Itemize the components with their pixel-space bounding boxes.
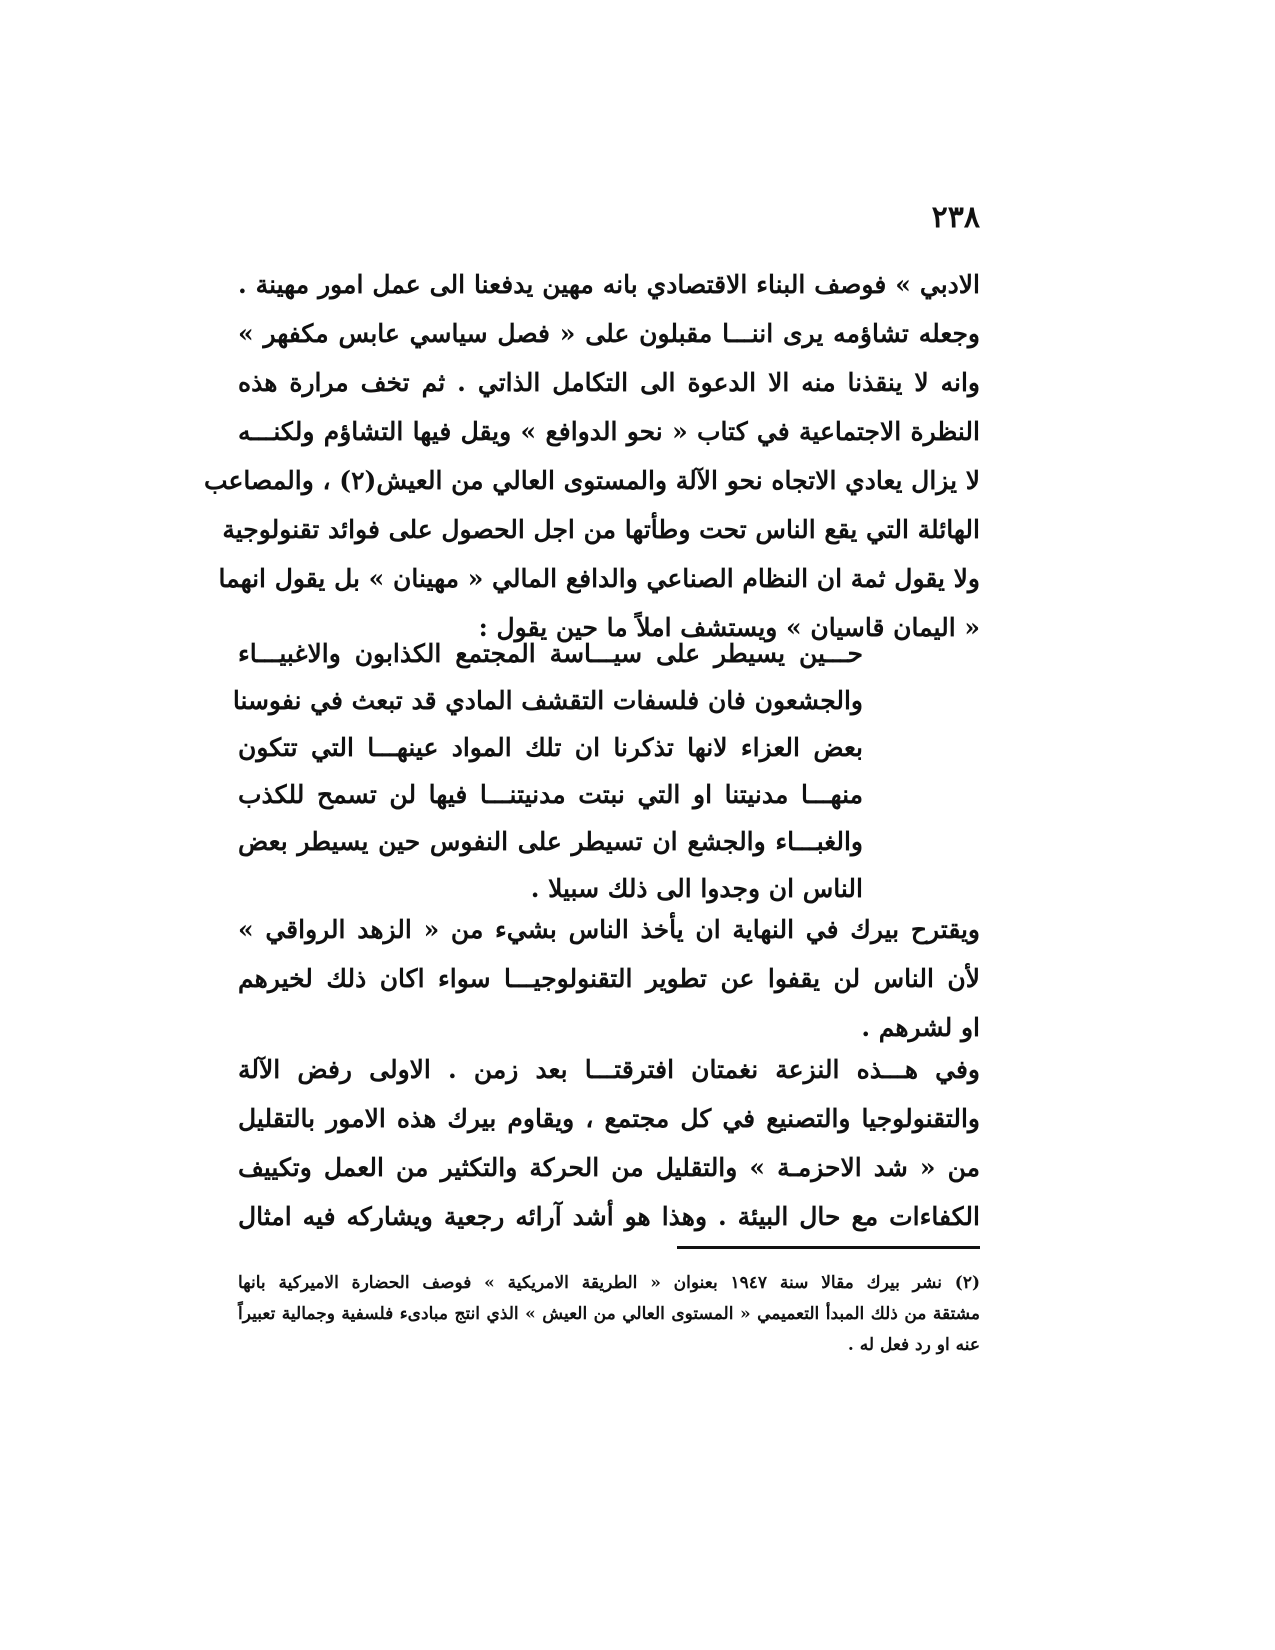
- text-line: الادبي » فوصف البناء الاقتصادي بانه مهين يدفعنا الى عمل امور مهينة .: [238, 270, 980, 299]
- text-line: وفي هـــذه النزعة نغمتان افترقتـــا بعد زمن . الاولى رفض الآلة: [238, 1055, 980, 1084]
- footnote: [238, 1268, 980, 1361]
- text-line: النظرة الاجتماعية في كتاب « نحو الدوافع » ويقل فيها التشاؤم ولكنـــه: [238, 417, 980, 446]
- text-line: او لشرهم .: [861, 1013, 980, 1042]
- text-line: الهائلة التي يقع الناس تحت وطأتها من اجل الحصول على فوائد تقنولوجية: [222, 515, 980, 544]
- paragraph-3: [238, 1045, 980, 1241]
- text-line: « اليمان قاسيان » ويستشف املاً ما حين يقول :: [478, 613, 980, 642]
- quote-line: بعض العزاء لانها تذكرنا ان تلك المواد عينهـــا التي تتكون: [238, 733, 863, 762]
- block-quote: [232, 630, 863, 912]
- quote-line: الناس ان وجدوا الى ذلك سبيلا .: [530, 874, 863, 903]
- footnote-line: (٢) نشر بيرك مقالا سنة ١٩٤٧ بعنوان « الطريقة الامريكية » فوصف الحضارة الاميركية بانها: [238, 1273, 980, 1293]
- footnote-line: مشتقة من ذلك المبدأ التعميمي « المستوى العالي من العيش » الذي انتج مبادىء فلسفية وجمالية تعبيراً: [238, 1304, 980, 1324]
- text-line: والتقنولوجيا والتصنيع في كل مجتمع ، ويقاوم بيرك هذه الامور بالتقليل: [238, 1104, 980, 1133]
- quote-line: منهـــا مدنيتنا او التي نبتت مدنيتنـــا فيها لن تسمح للكذب: [238, 780, 863, 809]
- text-line: ولا يقول ثمة ان النظام الصناعي والدافع المالي « مهينان » بل يقول انهما: [218, 564, 980, 593]
- text-line: وانه لا ينقذنا منه الا الدعوة الى التكامل الذاتي . ثم تخف مرارة هذه: [238, 368, 980, 397]
- quote-line: والغبـــاء والجشع ان تسيطر على النفوس حين يسيطر بعض: [238, 827, 863, 856]
- text-line: من « شد الاحزمـة » والتقليل من الحركة والتكثير من العمل وتكييف: [238, 1153, 980, 1182]
- footnote-line: عنه او رد فعل له .: [847, 1335, 980, 1355]
- quote-line: حـــين يسيطر على سيـــاسة المجتمع الكذابون والاغبيـــاء: [238, 639, 863, 668]
- text-line: وجعله تشاؤمه يرى اننـــا مقبلون على « فصل سياسي عابس مكفهر »: [238, 319, 980, 348]
- quote-line: والجشعون فان فلسفات التقشف المادي قد تبعث في نفوسنا: [232, 686, 863, 715]
- footnote-divider: [677, 1246, 980, 1249]
- text-line: لا يزال يعادي الاتجاه نحو الآلة والمستوى العالي من العيش(٢) ، والمصاعب: [203, 466, 980, 495]
- text-line: الكفاءات مع حال البيئة . وهذا هو أشد آرائه رجعية ويشاركه فيه امثال: [238, 1202, 980, 1231]
- text-line: لأن الناس لن يقفوا عن تطوير التقنولوجيـــا سواء اكان ذلك لخيرهم: [238, 964, 980, 993]
- paragraph-2: [238, 905, 980, 1052]
- text-line: ويقترح بيرك في النهاية ان يأخذ الناس بشيء من « الزهد الرواقي »: [238, 915, 980, 944]
- paragraph-1: [203, 260, 980, 652]
- page-number: ٢٣٨: [931, 200, 980, 235]
